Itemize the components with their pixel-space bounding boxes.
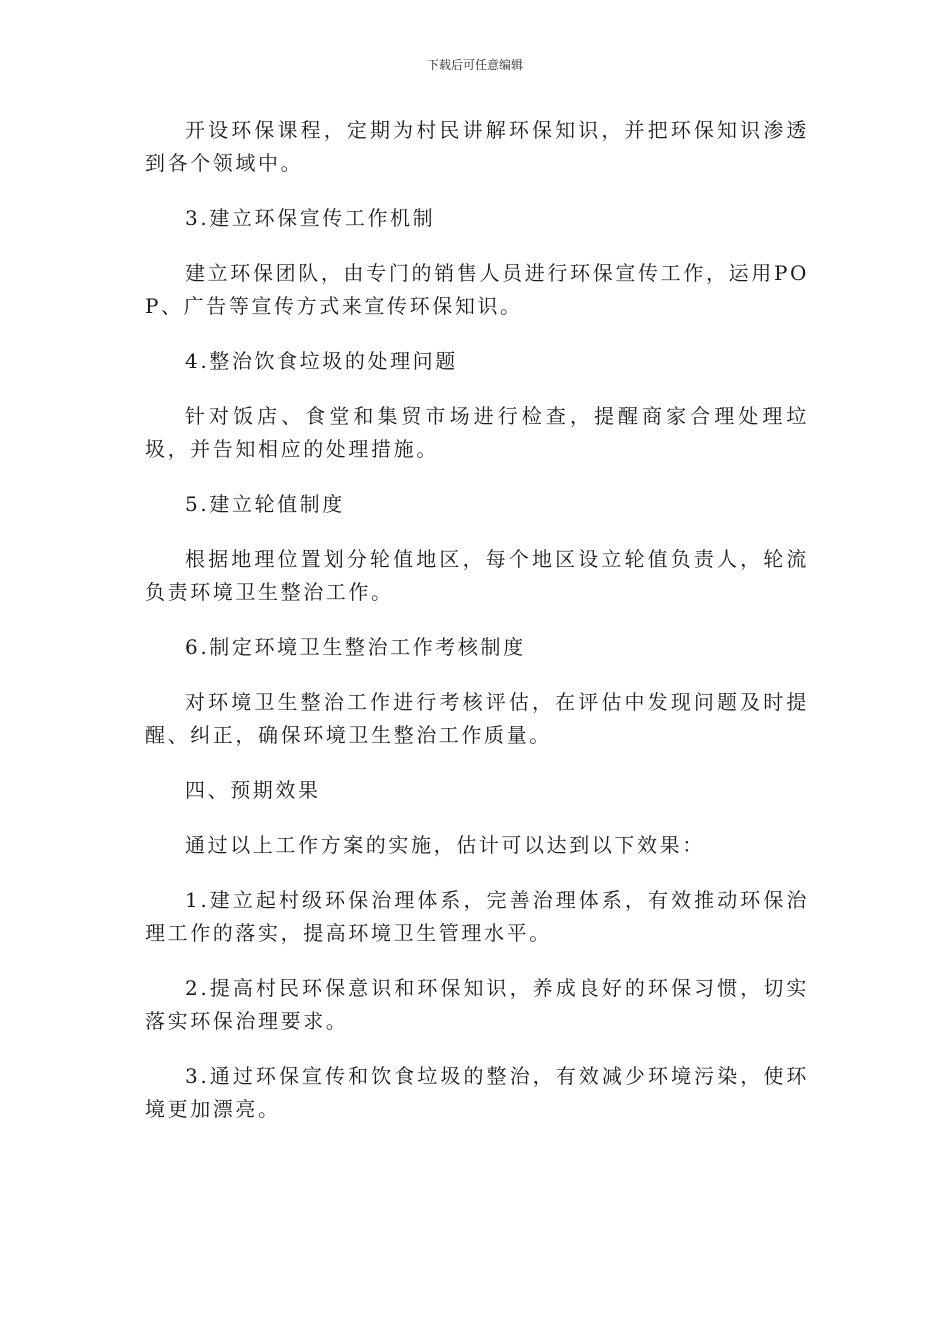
paragraph-propaganda-team: 建立环保团队，由专门的销售人员进行环保宣传工作，运用POP、广告等宣传方式来宣传环保知识。 bbox=[145, 261, 809, 318]
paragraph-rotation-areas: 根据地理位置划分轮值地区，每个地区设立轮值负责人，轮流负责环境卫生整治工作。 bbox=[145, 547, 809, 604]
heading-food-waste: 4.整治饮食垃圾的处理问题 bbox=[185, 349, 458, 373]
paragraph-environment-course: 开设环保课程，定期为村民讲解环保知识，并把环保知识渗透到各个领域中。 bbox=[145, 118, 809, 175]
paragraph-results-intro: 通过以上工作方案的实施，估计可以达到以下效果： bbox=[185, 833, 705, 857]
paragraph-assessment: 对环境卫生整治工作进行考核评估，在评估中发现问题及时提醒、纠正，确保环境卫生整治工作质量。 bbox=[145, 690, 809, 747]
paragraph-food-waste-inspection: 针对饭店、食堂和集贸市场进行检查，提醒商家合理处理垃圾，并告知相应的处理措施。 bbox=[145, 404, 809, 461]
heading-propaganda-mechanism: 3.建立环保宣传工作机制 bbox=[185, 206, 436, 230]
heading-assessment-system: 6.制定环境卫生整治工作考核制度 bbox=[185, 635, 526, 659]
heading-expected-results: 四、预期效果 bbox=[185, 778, 321, 802]
paragraph-result-3: 3.通过环保宣传和饮食垃圾的整治，有效减少环境污染，使环境更加漂亮。 bbox=[145, 1064, 809, 1121]
paragraph-result-2: 2.提高村民环保意识和环保知识，养成良好的环保习惯，切实落实环保治理要求。 bbox=[145, 976, 809, 1033]
document-body bbox=[145, 114, 809, 1148]
paragraph-result-1: 1.建立起村级环保治理体系，完善治理体系，有效推动环保治理工作的落实，提高环境卫生管理水平。 bbox=[145, 888, 809, 945]
page-header: 下载后可任意编辑 bbox=[426, 58, 523, 72]
heading-rotation-system: 5.建立轮值制度 bbox=[185, 492, 345, 516]
